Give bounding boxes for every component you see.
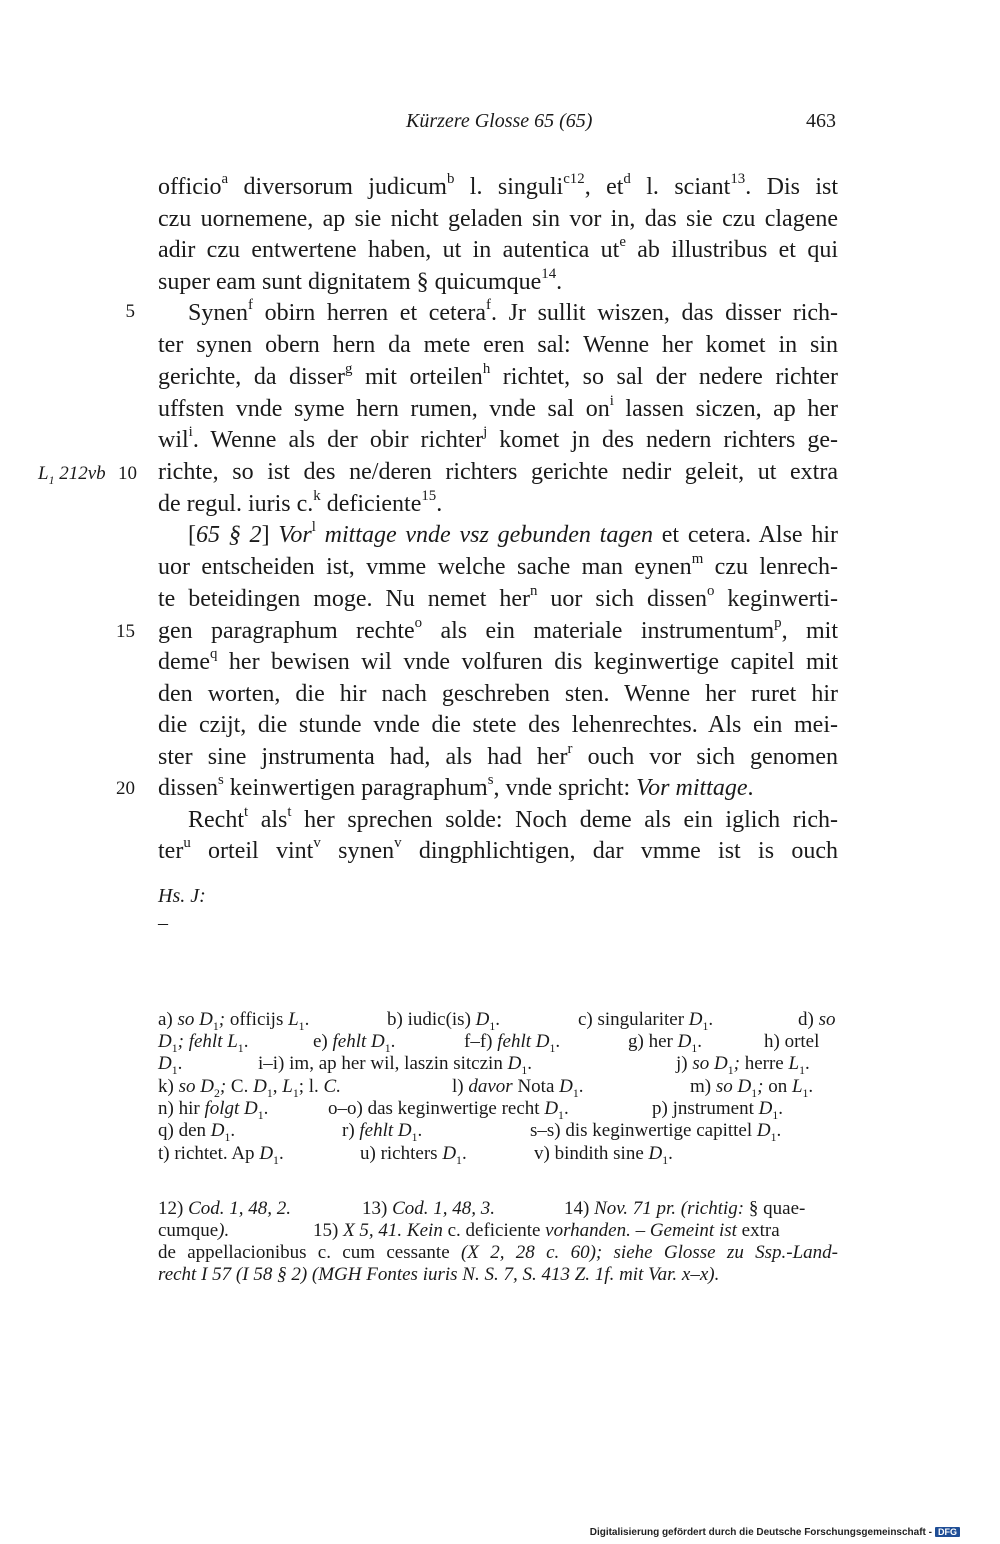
- text-line-4: super eam sunt dignitatem § quicumque$^{14}$.: [158, 265, 563, 295]
- text-line-1: officio$^a$ diversorum judicum$^b$ l. singuli$^{c12}$, $et^d$ l. sciant$^{13}$. Dis ist: [158, 170, 839, 200]
- source-line-3: de appellacionibus c. cum cessante (X 2, 28 c. 60); siehe Glosse zu Ssp.-Land-: [158, 1242, 839, 1263]
- line-number-20: 20: [116, 778, 135, 799]
- text-line-6: ter synen obern hern da mete eren sal: Wenne her komet in sin: [158, 332, 838, 358]
- text-line-9: wil$^i$. Wenne als der obir richter$^j$ komet jn des nedern richters ge-: [158, 423, 838, 453]
- apparatus-line-5: n) hir folgt $D_1$. o–o) das keginwertige recht $D_1$. p) jnstrument $D_1$.: [158, 1098, 783, 1122]
- text-line-5: Synen$^f$ obirn herren et cetera$^f$. Jr sullit wiszen, das disser rich-: [188, 296, 839, 326]
- text-line-18: die czijt, die stunde vnde die stete des lehenrechtes. Als ein mei-: [158, 712, 838, 738]
- apparatus-line-7: t) richtet. Ap $D_1$. u) richters $D_1$. v) bindith sine $D_1$.: [158, 1143, 673, 1167]
- margin-sigle: [38, 458, 106, 490]
- apparatus-line-6: q) den $D_1$. r) fehlt $D_1$. s–s) dis keginwertige capittel $D_1$.: [158, 1120, 782, 1144]
- text-line-16: deme$^q$ her bewisen wil vnde volfuren dis keginwertige capitel mit: [158, 645, 838, 675]
- line-number-5: 5: [125, 301, 135, 322]
- text-line-15: gen paragraphum rechte$^o$ als ein materiale instrumentum$^p$, mit: [158, 614, 838, 644]
- text-line-22: ter$^u$ orteil vint$^v$ synen$^v$ dingphlichtigen, dar vmme ist is ouch: [158, 834, 839, 864]
- text-line-20: dissen$^s$ keinwertigen paragraphum$^s$, vnde spricht: Vor mittage.: [158, 771, 754, 801]
- line-number-10: 10: [118, 463, 137, 484]
- apparatus-line-2: $D_1$; fehlt $L_1$. e) fehlt $D_1$. f–f) fehlt $D_1$. g) her $D_1$. h) ortel: [158, 1031, 820, 1055]
- sigle-letter: L: [38, 463, 49, 484]
- manuscript-label: Hs. J:: [158, 885, 206, 907]
- sigle-subscript: 1: [48, 473, 55, 487]
- source-line-4: recht I 57 (I 58 § 2) (MGH Fontes iuris N. S. 7, S. 413 Z. 1f. mit Var. x–x).: [158, 1264, 720, 1285]
- source-line-2: cumque). 15) X 5, 41. Kein c. deficiente vorhanden. – Gemeint ist extra: [158, 1220, 780, 1241]
- apparatus-line-4: k) so $D_2$; C. $D_1$, $L_1$; l. C. l) davor Nota $D_1$. m) so $D_1$; on $L_1$.: [158, 1076, 814, 1100]
- running-head: Kürzere Glosse 65 (65): [406, 110, 593, 132]
- text-line-14: te beteidingen moge. Nu nemet her$^n$ uor sich dissen$^o$ keginwerti-: [158, 582, 839, 612]
- source-line-1: 12) Cod. 1, 48, 2. 13) Cod. 1, 48, 3. 14) Nov. 71 pr. (richtig: § quae-: [158, 1198, 806, 1219]
- manuscript-dash: –: [158, 912, 168, 934]
- text-line-8: uffsten vnde syme hern rumen, vnde sal $on^i$ lassen siczen, ap her: [158, 392, 838, 422]
- text-line-13: uor entscheiden ist, vmme welche sache man eynen$^m$ czu lenrech-: [158, 550, 838, 580]
- dfg-logo-icon: DFG: [935, 1527, 960, 1537]
- text-line-2: czu uornemene, ap sie nicht geladen sin vor in, das sie czu clagene: [158, 206, 838, 232]
- text-line-19: ster sine jnstrumenta had, als had her$^r$ ouch vor sich genomen: [158, 740, 838, 770]
- text-line-12: [65 § 2] Vor$^l$ mittage vnde vsz gebunden tagen et cetera. Alse hir: [188, 518, 839, 548]
- text-line-7: gerichte, da disser$^g$ mit orteilen$^h$ richtet, so sal der nedere richter: [158, 360, 838, 390]
- apparatus-line-1: a) so $D_1$; officijs $L_1$. b) iudic(is) $D_1$. c) singulariter $D_1$. d) so: [158, 1009, 836, 1033]
- line-number-15: 15: [116, 621, 135, 642]
- text-line-21: Recht$^t$ als$^t$ her sprechen solde: Noch deme als ein iglich rich-: [188, 803, 838, 833]
- text-line-10: richte, so ist des ne/deren richters gerichte nedir geleit, ut extra: [158, 459, 838, 485]
- sigle-folio: 212vb: [54, 463, 106, 484]
- text-line-17: den worten, die hir nach geschreben sten. Wenne her ruret hir: [158, 681, 838, 707]
- text-line-11: de regul. iuris c.$^k$ deficiente$^{15}$.: [158, 487, 443, 517]
- text-line-3: adir czu entwertene haben, ut in autentica $ut^e$ ab illustribus et qui: [158, 233, 839, 263]
- page-number: 463: [806, 110, 836, 132]
- apparatus-line-3: $D_1$. i–i) im, ap her wil, laszin sitczin $D_1$. j) so $D_1$; herre $L_1$.: [158, 1053, 810, 1077]
- dfg-credit-text: Digitalisierung gefördert durch die Deutsche Forschungsgemeinschaft -: [589, 1527, 932, 1538]
- dfg-credit: [590, 1527, 960, 1538]
